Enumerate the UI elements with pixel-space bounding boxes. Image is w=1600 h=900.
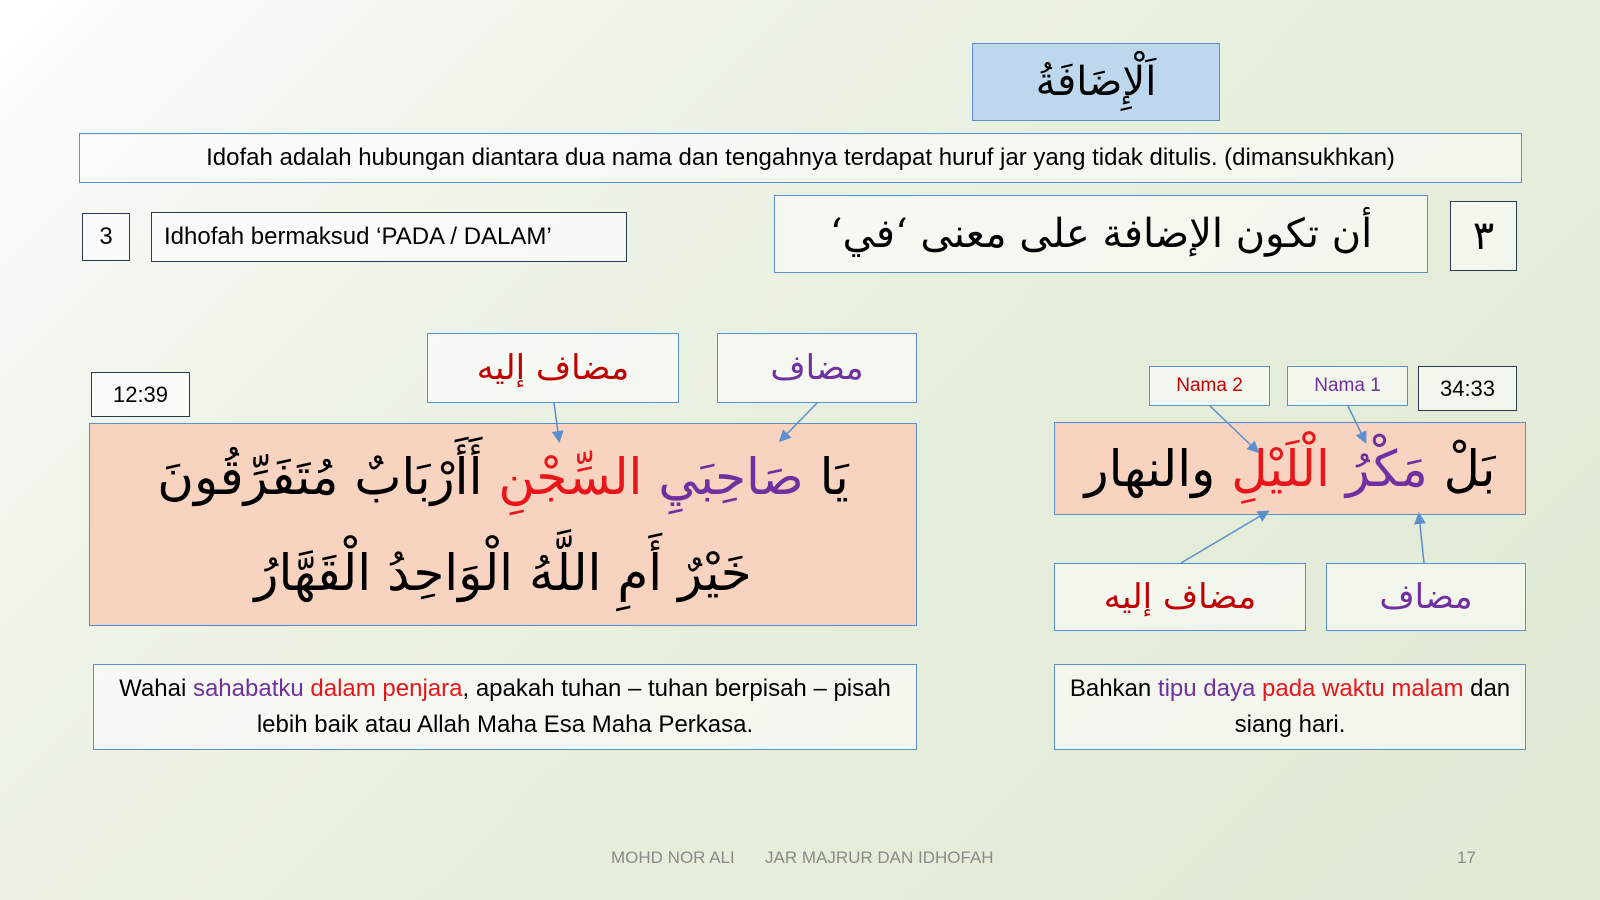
right-translation-t1: Bahkan [1069, 675, 1152, 702]
arrow-nama2 [1210, 406, 1257, 451]
title-text: اَلْإِضَافَةُ [1035, 59, 1157, 105]
left-verse-ya: يَا [819, 447, 849, 506]
nama2-label: Nama 2 [1176, 375, 1243, 396]
arrow-right-ilaih [1181, 512, 1267, 563]
footer-page-number: 17 [1457, 848, 1476, 867]
arrow-right-mudaf [1419, 515, 1424, 563]
right-reference: 34:33 [1439, 375, 1496, 401]
section-number: 3 [99, 223, 113, 250]
right-verse-mudaf: مَكْرُ [1345, 439, 1428, 498]
left-translation-t4: , apakah tuhan – tuhan berpisah – pisah lebih baik atau Allah Maha Esa Maha Perkasa. [256, 675, 891, 738]
left-verse-mudaf-ilaih: السِّجْنِ [498, 447, 643, 506]
right-mudaf-ilaih-text: مضاف إليه [1103, 577, 1257, 617]
footer-topic: JAR MAJRUR DAN IDHOFAH [765, 848, 994, 867]
left-reference: 12:39 [112, 381, 169, 407]
left-verse-mudaf: صَاحِبَيِ [658, 447, 804, 506]
right-mudaf-text: مضاف [1379, 577, 1473, 617]
right-verse-mudaf-ilaih: الْلَيْلِ [1231, 439, 1330, 498]
left-verse-line2: خَيْرٌ أَمِ اللَّهُ الْوَاحِدُ الْقَهَّارُ [254, 543, 752, 602]
left-translation-t1: Wahai [119, 675, 187, 702]
left-translation-t3: dalam penjara [310, 675, 463, 702]
arrow-left-ilaih [554, 403, 559, 440]
section-meaning: Idhofah bermaksud ‘PADA / DALAM’ [164, 223, 552, 250]
nama1-label: Nama 1 [1314, 375, 1381, 396]
arabic-rule: أن تكون الإضافة على معنى ‘في‘ [829, 211, 1373, 257]
left-verse-rest: أَأَرْبَابٌ مُتَفَرِّقُونَ [157, 447, 483, 506]
right-verse-bal: بَلْ [1443, 439, 1496, 498]
footer-author: MOHD NOR ALI [611, 848, 735, 867]
right-translation-t2: tipu daya [1157, 675, 1256, 702]
right-verse-rest: والنهار [1084, 439, 1216, 498]
arrow-left-mudaf [781, 403, 817, 440]
left-translation-t2: sahabatku [192, 675, 304, 702]
arrow-nama1 [1348, 406, 1365, 441]
right-translation-t3: pada waktu malam [1262, 675, 1464, 702]
left-mudaf-text: مضاف [770, 348, 864, 388]
right-translation-t4: dan siang hari. [1234, 675, 1511, 738]
arabic-number: ٣ [1472, 213, 1495, 259]
definition-text: Idofah adalah hubungan diantara dua nama dan tengahnya terdapat huruf jar yang tidak ditulis. (dimansukhkan) [206, 144, 1395, 171]
left-mudaf-ilaih-text: مضاف إليه [476, 348, 630, 388]
